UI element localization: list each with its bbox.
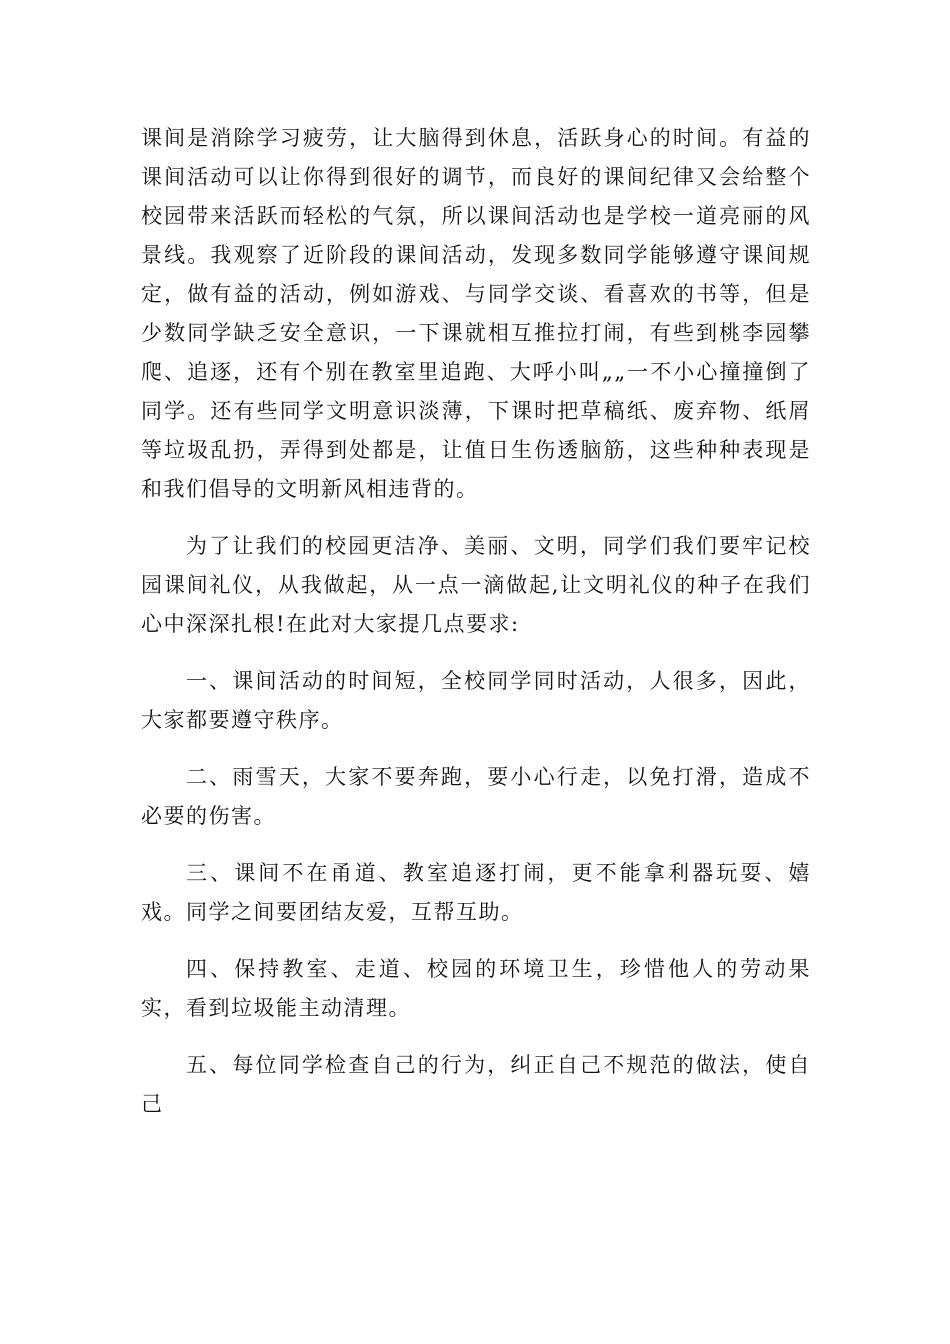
paragraph-rule-4: 四、保持教室、走道、校园的环境卫生，珍惜他人的劳动果实，看到垃圾能主动清理。	[141, 957, 811, 1020]
paragraph-rule-2: 二、雨雪天，大家不要奔跑，要小心行走，以免打滑，造成不必要的伤害。	[141, 765, 811, 828]
paragraph-intro: 课间是消除学习疲劳，让大脑得到休息，活跃身心的时间。有益的课间活动可以让你得到很好的调节，而良好的课间纪律又会给整个校园带来活跃而轻松的气氛，所以课间活动也是学校一道亮丽的风景线。我观察了近阶段的课间活动，发现多数同学能够遵守课间规定，做有益的活动，例如游戏、与同学交谈、看喜欢的书等，但是少数同学缺乏安全意识，一下课就相互推拉打闹，有些到桃李园攀爬、追逐，还有个别在教室里追跑、大呼小叫„„一不小心撞撞倒了同学。还有些同学文明意识淡薄，下课时把草稿纸、废弃物、纸屑等垃圾乱扔，弄得到处都是，让值日生伤透脑筋，这些种种表现是和我们倡导的文明新风相违背的。	[141, 126, 811, 501]
paragraph-rule-3: 三、课间不在甬道、教室追逐打闹，更不能拿利器玩耍、嬉戏。同学之间要团结友爱，互帮互助。	[141, 861, 811, 924]
paragraph-appeal: 为了让我们的校园更洁净、美丽、文明，同学们我们要牢记校园课间礼仪，从我做起，从一点一滴做起,让文明礼仪的种子在我们心中深深扎根!在此对大家提几点要求:	[141, 534, 811, 636]
paragraph-rule-1: 一、课间活动的时间短，全校同学同时活动，人很多，因此，大家都要遵守秩序。	[141, 669, 811, 732]
document-body	[141, 119, 811, 1124]
paragraph-rule-5: 五、每位同学检查自己的行为，纠正自己不规范的做法，使自己	[141, 1053, 811, 1116]
